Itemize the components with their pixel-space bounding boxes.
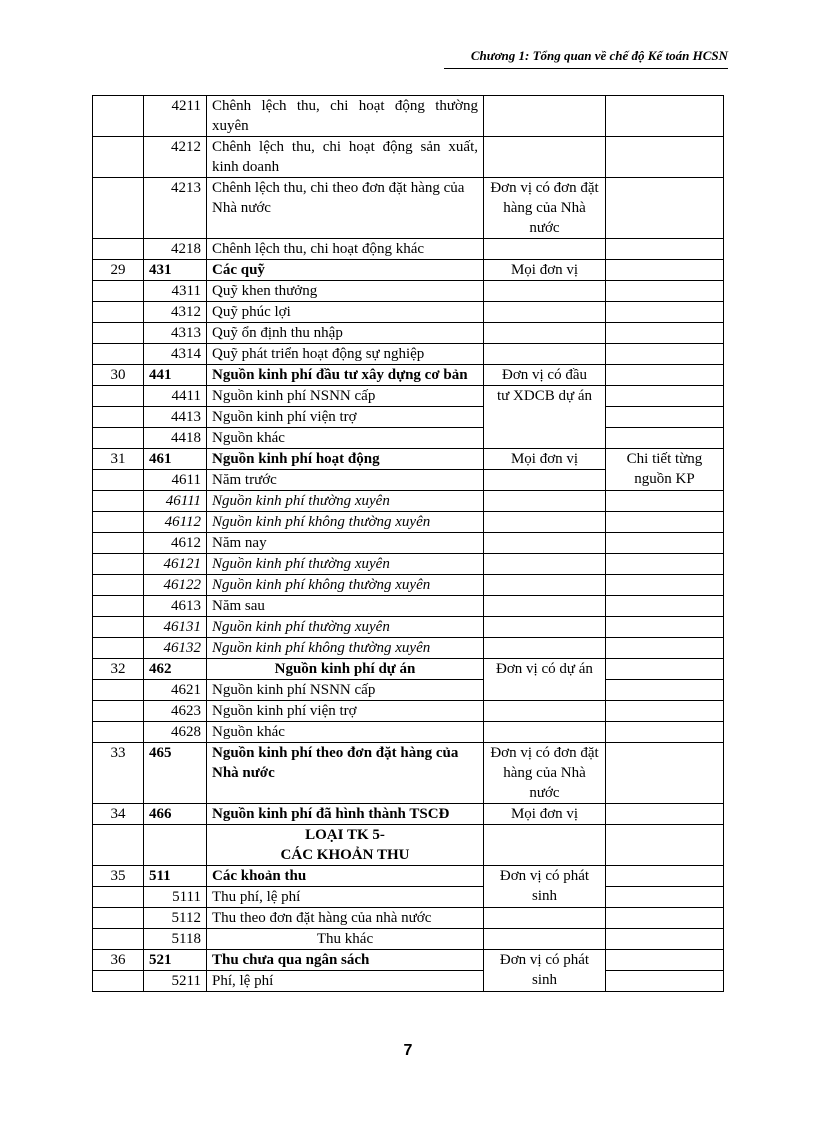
account-l2: 4218 xyxy=(144,239,207,260)
table-row xyxy=(93,596,724,617)
account-l2: 4311 xyxy=(144,281,207,302)
table-row xyxy=(93,638,724,659)
account-name: Nguồn kinh phí thường xuyên xyxy=(207,617,484,638)
account-l2: 5111 xyxy=(144,887,207,908)
table-row xyxy=(93,428,724,449)
account-name: Năm trước xyxy=(207,470,484,491)
table-row xyxy=(93,950,724,971)
account-l1: 521 xyxy=(144,950,207,971)
table-row xyxy=(93,260,724,281)
account-name: Các khoản thu xyxy=(207,866,484,887)
account-name: Nguồn kinh phí hoạt động xyxy=(207,449,484,470)
account-name: Nguồn kinh phí NSNN cấp xyxy=(207,680,484,701)
table-row xyxy=(93,701,724,722)
row-number: 29 xyxy=(93,260,144,281)
account-scope: Đơn vị có phát sinh xyxy=(484,866,606,908)
account-l2: 4211 xyxy=(144,96,207,137)
account-name: Nguồn kinh phí thường xuyên xyxy=(207,491,484,512)
account-name: Chênh lệch thu, chi hoạt động sản xuất, kinh doanh xyxy=(207,137,484,178)
account-l2: 4313 xyxy=(144,323,207,344)
account-scope: Mọi đơn vị xyxy=(484,804,606,825)
account-l3: 46131 xyxy=(144,617,207,638)
row-number: 36 xyxy=(93,950,144,971)
account-l3: 46112 xyxy=(144,512,207,533)
account-l1: 461 xyxy=(144,449,207,470)
page-number: 7 xyxy=(403,1042,413,1059)
table-row xyxy=(93,804,724,825)
row-number: 35 xyxy=(93,866,144,887)
account-name: Nguồn kinh phí không thường xuyên xyxy=(207,512,484,533)
chapter-header: Chương 1: Tổng quan về chế độ Kế toán HCSN xyxy=(470,48,728,63)
row-number: 32 xyxy=(93,659,144,680)
account-table xyxy=(92,95,724,992)
account-l3: 46111 xyxy=(144,491,207,512)
table-row xyxy=(93,386,724,407)
account-name: Nguồn kinh phí đầu tư xây dựng cơ bản xyxy=(207,365,484,386)
row-number: 31 xyxy=(93,449,144,470)
table-row xyxy=(93,722,724,743)
account-name: Thu theo đơn đặt hàng của nhà nước xyxy=(207,908,484,929)
table-row xyxy=(93,449,724,470)
account-scope: tư XDCB dự án xyxy=(484,386,606,449)
account-l2: 4213 xyxy=(144,178,207,239)
table-row xyxy=(93,866,724,887)
table-row xyxy=(93,407,724,428)
account-name: Nguồn khác xyxy=(207,428,484,449)
account-name: Nguồn kinh phí theo đơn đặt hàng của Nhà nước xyxy=(207,743,484,804)
account-name: Nguồn kinh phí viện trợ xyxy=(207,701,484,722)
table-row xyxy=(93,617,724,638)
account-name: Quỹ phúc lợi xyxy=(207,302,484,323)
account-name: Thu khác xyxy=(207,929,484,950)
account-name: Các quỹ xyxy=(207,260,484,281)
account-name: Quỹ khen thưởng xyxy=(207,281,484,302)
table-row xyxy=(93,554,724,575)
table-row xyxy=(93,533,724,554)
account-l1: 441 xyxy=(144,365,207,386)
account-name: Phí, lệ phí xyxy=(207,971,484,992)
table-row xyxy=(93,887,724,908)
account-name: Chênh lệch thu, chi theo đơn đặt hàng của Nhà nước xyxy=(207,178,484,239)
account-l1: 511 xyxy=(144,866,207,887)
account-scope: Đơn vị có đơn đặt hàng của Nhà nước xyxy=(484,743,606,804)
account-scope: Đơn vị có đơn đặt hàng của Nhà nước xyxy=(484,178,606,239)
account-l3: 46122 xyxy=(144,575,207,596)
section-header xyxy=(207,825,484,866)
account-name: Chênh lệch thu, chi hoạt động thường xuyên xyxy=(207,96,484,137)
account-name: Thu phí, lệ phí xyxy=(207,887,484,908)
account-l2: 4411 xyxy=(144,386,207,407)
table-row xyxy=(93,137,724,178)
account-name: Nguồn kinh phí không thường xuyên xyxy=(207,638,484,659)
account-note: Chi tiết từng nguồn KP xyxy=(606,449,724,491)
table-row xyxy=(93,491,724,512)
table-row xyxy=(93,659,724,680)
account-l2: 5118 xyxy=(144,929,207,950)
table-row xyxy=(93,302,724,323)
account-l2: 4621 xyxy=(144,680,207,701)
account-scope: Mọi đơn vị xyxy=(484,449,606,470)
account-l1: 465 xyxy=(144,743,207,804)
account-l2: 5112 xyxy=(144,908,207,929)
table-row xyxy=(93,929,724,950)
account-l2: 4312 xyxy=(144,302,207,323)
account-l2: 4418 xyxy=(144,428,207,449)
section-header-row xyxy=(93,825,724,866)
account-scope: Mọi đơn vị xyxy=(484,260,606,281)
account-l2: 4314 xyxy=(144,344,207,365)
account-name: Nguồn khác xyxy=(207,722,484,743)
account-scope: Đơn vị có phát sinh xyxy=(484,950,606,992)
account-name: Năm nay xyxy=(207,533,484,554)
account-l1: 466 xyxy=(144,804,207,825)
table-row xyxy=(93,178,724,239)
account-name: Nguồn kinh phí không thường xuyên xyxy=(207,575,484,596)
table-row xyxy=(93,680,724,701)
table-row xyxy=(93,512,724,533)
account-scope: Đơn vị có đầu xyxy=(484,365,606,386)
account-name: Nguồn kinh phí dự án xyxy=(207,659,484,680)
account-l2: 4611 xyxy=(144,470,207,491)
account-name: Nguồn kinh phí viện trợ xyxy=(207,407,484,428)
account-name: Quỹ phát triển hoạt động sự nghiệp xyxy=(207,344,484,365)
account-l1: 462 xyxy=(144,659,207,680)
account-name: Chênh lệch thu, chi hoạt động khác xyxy=(207,239,484,260)
row-number: 30 xyxy=(93,365,144,386)
table-row xyxy=(93,971,724,992)
table-row xyxy=(93,365,724,386)
table-row xyxy=(93,281,724,302)
table-row xyxy=(93,344,724,365)
account-l3: 46121 xyxy=(144,554,207,575)
account-l1: 431 xyxy=(144,260,207,281)
account-name: Quỹ ổn định thu nhập xyxy=(207,323,484,344)
table-row xyxy=(93,908,724,929)
table-row xyxy=(93,239,724,260)
header-rule xyxy=(444,68,728,69)
row-number: 33 xyxy=(93,743,144,804)
section-header-line1: LOẠI TK 5- xyxy=(305,827,385,843)
account-l2: 4413 xyxy=(144,407,207,428)
table-row xyxy=(93,743,724,804)
section-header-line2: CÁC KHOẢN THU xyxy=(280,847,410,863)
account-l3: 46132 xyxy=(144,638,207,659)
row-number: 34 xyxy=(93,804,144,825)
account-name: Nguồn kinh phí đã hình thành TSCĐ xyxy=(207,804,484,825)
account-scope: Đơn vị có dự án xyxy=(484,659,606,701)
account-l2: 4613 xyxy=(144,596,207,617)
account-name: Nguồn kinh phí thường xuyên xyxy=(207,554,484,575)
account-l2: 4612 xyxy=(144,533,207,554)
table-row xyxy=(93,323,724,344)
account-name: Nguồn kinh phí NSNN cấp xyxy=(207,386,484,407)
account-l2: 5211 xyxy=(144,971,207,992)
table-row xyxy=(93,575,724,596)
table-row xyxy=(93,96,724,137)
account-l2: 4628 xyxy=(144,722,207,743)
account-l2: 4212 xyxy=(144,137,207,178)
account-l2: 4623 xyxy=(144,701,207,722)
account-name: Năm sau xyxy=(207,596,484,617)
account-name: Thu chưa qua ngân sách xyxy=(207,950,484,971)
